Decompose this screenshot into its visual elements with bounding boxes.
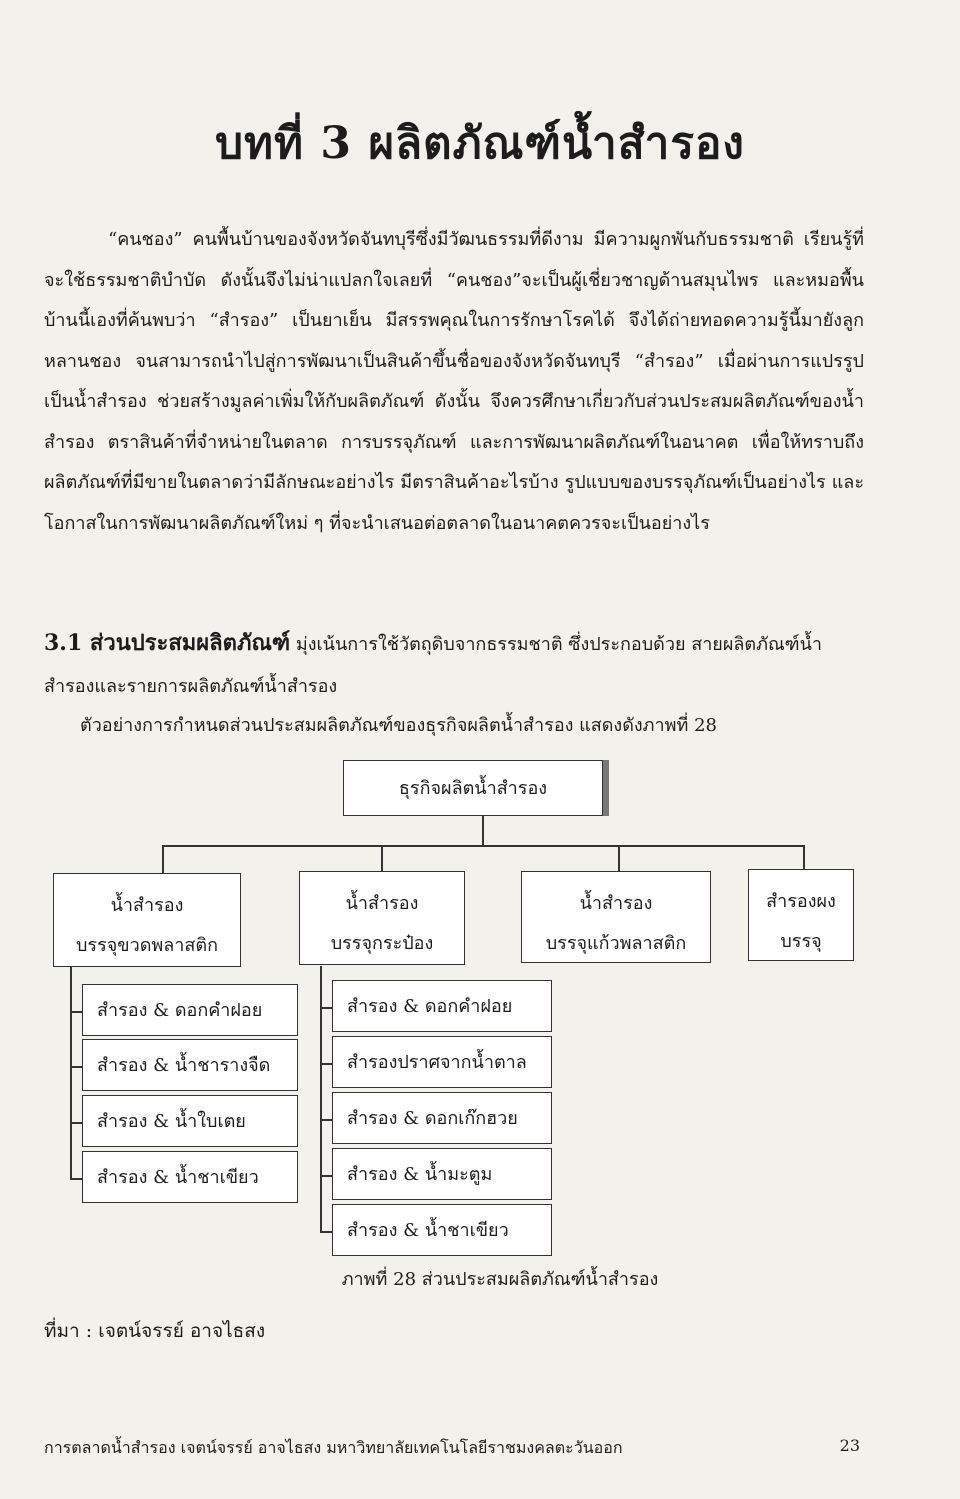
- branch-tick-2-2: [320, 1063, 332, 1065]
- product-item: สำรอง & ดอกคำฝอย: [82, 984, 298, 1036]
- category-box-can: [299, 871, 465, 965]
- connector-horizontal: [162, 845, 804, 847]
- category-line2: บรรจุ: [780, 931, 822, 952]
- product-item: สำรอง & น้ำมะตูม: [332, 1148, 552, 1200]
- branch-tick-1-1: [70, 1011, 82, 1013]
- branch-tick-2-5: [320, 1231, 332, 1233]
- product-item: สำรอง & ดอกคำฝอย: [332, 980, 552, 1032]
- branch-vertical-1: [70, 966, 72, 1180]
- connector-cat-1: [162, 845, 164, 873]
- connector-cat-2: [381, 845, 383, 871]
- category-line2: บรรจุแก้วพลาสติก: [545, 933, 687, 954]
- product-item: สำรองปราศจากน้ำตาล: [332, 1036, 552, 1088]
- branch-tick-2-3: [320, 1119, 332, 1121]
- source-note: ที่มา : เจตน์จรรย์ อาจไธสง: [44, 1320, 266, 1342]
- connector-cat-3: [618, 845, 620, 871]
- branch-vertical-2: [320, 966, 322, 1232]
- product-item: สำรอง & น้ำชาเขียว: [82, 1151, 298, 1203]
- branch-tick-2-4: [320, 1175, 332, 1177]
- category-line1: น้ำสำรอง: [345, 893, 419, 914]
- category-box-plastic-cup: [521, 871, 711, 963]
- branch-tick-2-1: [320, 1007, 332, 1009]
- page-footer: การตลาดน้ำสำรอง เจตน์จรรย์ อาจไธสง มหาวิทยาลัยเทคโนโลยีราชมงคลตะวันออก: [44, 1438, 623, 1457]
- section-heading: 3.1 ส่วนประสมผลิตภัณฑ์: [44, 630, 291, 656]
- category-line1: น้ำสำรอง: [579, 893, 653, 914]
- product-item: สำรอง & ดอกเก๊กฮวย: [332, 1092, 552, 1144]
- intro-paragraph: [44, 220, 864, 544]
- example-text: ตัวอย่างการกำหนดส่วนประสมผลิตภัณฑ์ของธุรกิจผลิตน้ำสำรอง แสดงดังภาพที่ 28: [80, 715, 718, 736]
- chapter-title: บทที่ 3 ผลิตภัณฑ์น้ำสำรอง: [215, 118, 745, 169]
- branch-tick-1-3: [70, 1122, 82, 1124]
- branch-tick-1-2: [70, 1066, 82, 1068]
- page-number: 23: [839, 1436, 860, 1455]
- section-text: มุ่งเน้นการใช้วัตถุดิบจากธรรมชาติ ซึ่งประกอบด้วย สายผลิตภัณฑ์น้ำสำรองและรายการผลิตภัณฑ์น้ำสำรอง: [44, 634, 823, 697]
- figure-caption: ภาพที่ 28 ส่วนประสมผลิตภัณฑ์น้ำสำรอง: [341, 1269, 659, 1290]
- diagram-root-box: ธุรกิจผลิตน้ำสำรอง: [343, 760, 603, 816]
- branch-tick-1-4: [70, 1178, 82, 1180]
- category-line1: สำรองผง: [766, 891, 836, 912]
- section-3-1: [44, 622, 864, 708]
- product-item: สำรอง & น้ำชาเขียว: [332, 1204, 552, 1256]
- category-box-powder: [748, 869, 854, 961]
- category-line2: บรรจุกระป๋อง: [330, 933, 434, 954]
- product-item: สำรอง & น้ำชารางจืด: [82, 1039, 298, 1091]
- connector-cat-4: [803, 845, 805, 869]
- product-item: สำรอง & น้ำใบเตย: [82, 1095, 298, 1147]
- intro-text: “คนชอง” คนพื้นบ้านของจังหวัดจันทบุรีซึ่งมีวัฒนธรรมที่ดีงาม มีความผูกพันกับธรรมชาติ เรียนรู้ที่จะใช้ธรรมชาติบำบัด ดังนั้นจึงไม่น่าแปลกใจเลยที่ “คนชอง”จะเป็นผู้เชี่ยวชาญด้านสมุนไพร และหมอพื้นบ้านนี้เองที่ค้นพบว่า “สำรอง” เป็นยาเย็น มีสรรพคุณในการรักษาโรคได้ จึงได้ถ่ายทอดความรู้นี้มายังลูกหลานชอง จนสามารถนำไปสู่การพัฒนาเป็นสินค้าขึ้นชื่อของจังหวัดจันทบุรี “สำรอง” เมื่อผ่านการแปรรูปเป็นน้ำสำรอง ช่วยสร้างมูลค่าเพิ่มให้กับผลิตภัณฑ์ ดังนั้น จึงควรศึกษาเกี่ยวกับส่วนประสมผลิตภัณฑ์ของน้ำสำรอง ตราสินค้าที่จำหน่ายในตลาด การบรรจุภัณฑ์ และการพัฒนาผลิตภัณฑ์ในอนาคต เพื่อให้ทราบถึงผลิตภัณฑ์ที่มีขายในตลาดว่ามีลักษณะอย่างไร มีตราสินค้าอะไรบ้าง รูปแบบของบรรจุภัณฑ์เป็นอย่างไร และโอกาสในการพัฒนาผลิตภัณฑ์ใหม่ ๆ ที่จะนำเสนอต่อตลาดในอนาคตควรจะเป็นอย่างไร: [44, 229, 864, 534]
- category-box-bottle: [53, 873, 241, 967]
- connector-root-down: [482, 816, 484, 846]
- category-line1: น้ำสำรอง: [110, 895, 184, 916]
- category-line2: บรรจุขวดพลาสติก: [76, 935, 218, 956]
